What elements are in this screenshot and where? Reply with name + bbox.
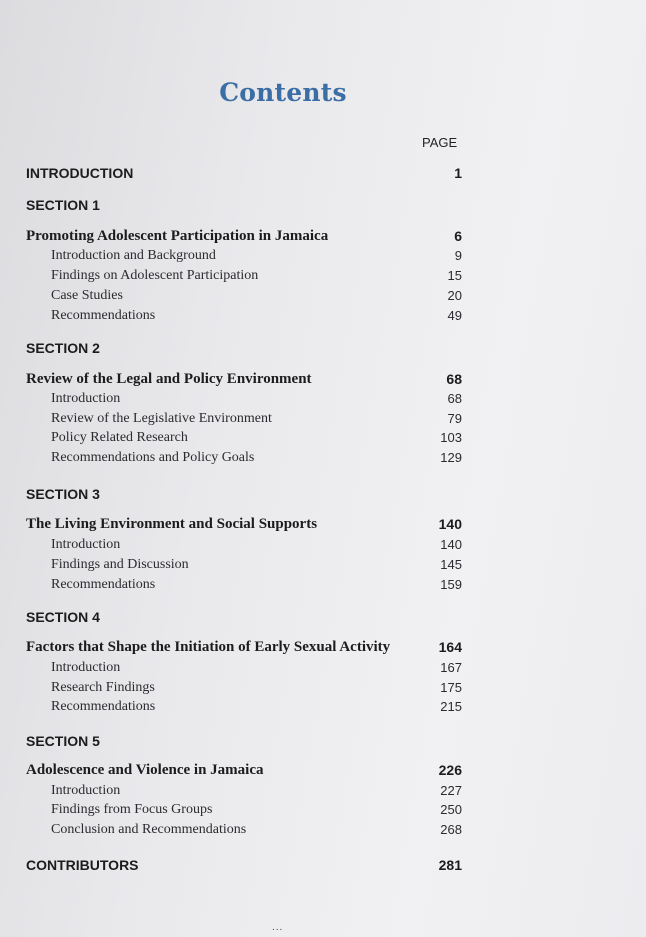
section-heading-5 — [0, 733, 646, 753]
toc-entry-page: 145 — [440, 557, 462, 572]
toc-sub-entry — [0, 699, 646, 719]
toc-entry-page: 281 — [438, 857, 462, 873]
toc-chapter-entry — [0, 516, 646, 536]
toc-entry-label: Recommendations — [51, 308, 156, 323]
toc-entry-label: Review of the Legislative Environment — [51, 411, 272, 426]
toc-entry-page: 49 — [447, 308, 462, 323]
toc-entry-label: Conclusion and Recommendations — [51, 822, 247, 837]
toc-entry-label: Policy Related Research — [51, 430, 188, 445]
toc-sub-entry — [0, 248, 646, 268]
toc-entry-page: 159 — [440, 577, 462, 592]
toc-entry-label: Introduction and Background — [51, 248, 216, 263]
toc-sub-entry — [0, 430, 646, 450]
toc-entry-page: 164 — [438, 639, 462, 655]
toc-sub-entry — [0, 391, 646, 411]
section-label: SECTION 2 — [26, 340, 100, 356]
toc-entry-page: 20 — [447, 288, 462, 303]
toc-entry-label: The Living Environment and Social Supports — [26, 516, 318, 532]
toc-chapter-entry — [0, 762, 646, 782]
toc-sub-entry — [0, 557, 646, 577]
toc-sub-entry — [0, 660, 646, 680]
section-heading-2 — [0, 340, 646, 360]
toc-entry-page: 9 — [454, 248, 462, 263]
toc-entry-label: Adolescence and Violence in Jamaica — [26, 762, 264, 778]
toc-entry-page: 1 — [454, 165, 462, 181]
toc-entry-label: INTRODUCTION — [26, 165, 134, 181]
toc-entry-label: Promoting Adolescent Participation in Jamaica — [26, 228, 329, 244]
toc-entry-page: 140 — [438, 516, 462, 532]
toc-entry-label: Factors that Shape the Initiation of Early Sexual Activity — [26, 639, 391, 655]
page-title: Contents — [219, 78, 347, 107]
toc-entry-page: 15 — [447, 268, 462, 283]
toc-sub-entry — [0, 802, 646, 822]
toc-entry-label: Findings from Focus Groups — [51, 802, 213, 817]
toc-sub-entry — [0, 268, 646, 288]
toc-chapter-entry — [0, 228, 646, 248]
toc-entry-page: 227 — [440, 783, 462, 798]
toc-entry-page: 140 — [440, 537, 462, 552]
toc-entry-label: Recommendations — [51, 699, 156, 714]
toc-entry-page: 250 — [440, 802, 462, 817]
toc-chapter-entry — [0, 639, 646, 659]
toc-entry-page: 68 — [447, 391, 462, 406]
toc-entry-label: Research Findings — [51, 680, 155, 695]
toc-entry-label: Introduction — [51, 660, 121, 675]
page-column-label: PAGE — [422, 135, 458, 150]
section-label: SECTION 3 — [26, 486, 100, 502]
toc-sub-entry — [0, 411, 646, 431]
toc-entry-label: Recommendations and Policy Goals — [51, 450, 255, 465]
section-heading-1 — [0, 197, 646, 217]
toc-entry-introduction — [0, 165, 646, 185]
toc-sub-entry — [0, 450, 646, 470]
toc-entry-page: 6 — [454, 228, 462, 244]
toc-sub-entry — [0, 822, 646, 842]
toc-entry-label: Introduction — [51, 537, 121, 552]
toc-entry-page: 215 — [440, 699, 462, 714]
toc-entry-page: 226 — [438, 762, 462, 778]
toc-entry-page: 68 — [446, 371, 462, 387]
section-heading-4 — [0, 609, 646, 629]
toc-entry-page: 175 — [440, 680, 462, 695]
toc-entry-label: Review of the Legal and Policy Environment — [26, 371, 312, 387]
toc-entry-page: 167 — [440, 660, 462, 675]
toc-entry-label: Findings and Discussion — [51, 557, 189, 572]
toc-entry-label: CONTRIBUTORS — [26, 857, 139, 873]
toc-entry-label: Case Studies — [51, 288, 123, 303]
toc-entry-page: 103 — [440, 430, 462, 445]
toc-entry-label: Introduction — [51, 391, 121, 406]
toc-entry-label: Findings on Adolescent Participation — [51, 268, 259, 283]
toc-sub-entry — [0, 288, 646, 308]
toc-entry-contributors — [0, 857, 646, 877]
toc-sub-entry — [0, 680, 646, 700]
section-label: SECTION 1 — [26, 197, 100, 213]
section-label: SECTION 4 — [26, 609, 100, 625]
footer-mark: ... — [272, 922, 284, 933]
toc-sub-entry — [0, 577, 646, 597]
toc-entry-label: Recommendations — [51, 577, 156, 592]
toc-sub-entry — [0, 308, 646, 328]
section-label: SECTION 5 — [26, 733, 100, 749]
toc-entry-page: 79 — [447, 411, 462, 426]
section-heading-3 — [0, 486, 646, 506]
toc-sub-entry — [0, 537, 646, 557]
toc-entry-page: 268 — [440, 822, 462, 837]
toc-entry-label: Introduction — [51, 783, 121, 798]
toc-chapter-entry — [0, 371, 646, 391]
toc-entry-page: 129 — [440, 450, 462, 465]
toc-sub-entry — [0, 783, 646, 803]
